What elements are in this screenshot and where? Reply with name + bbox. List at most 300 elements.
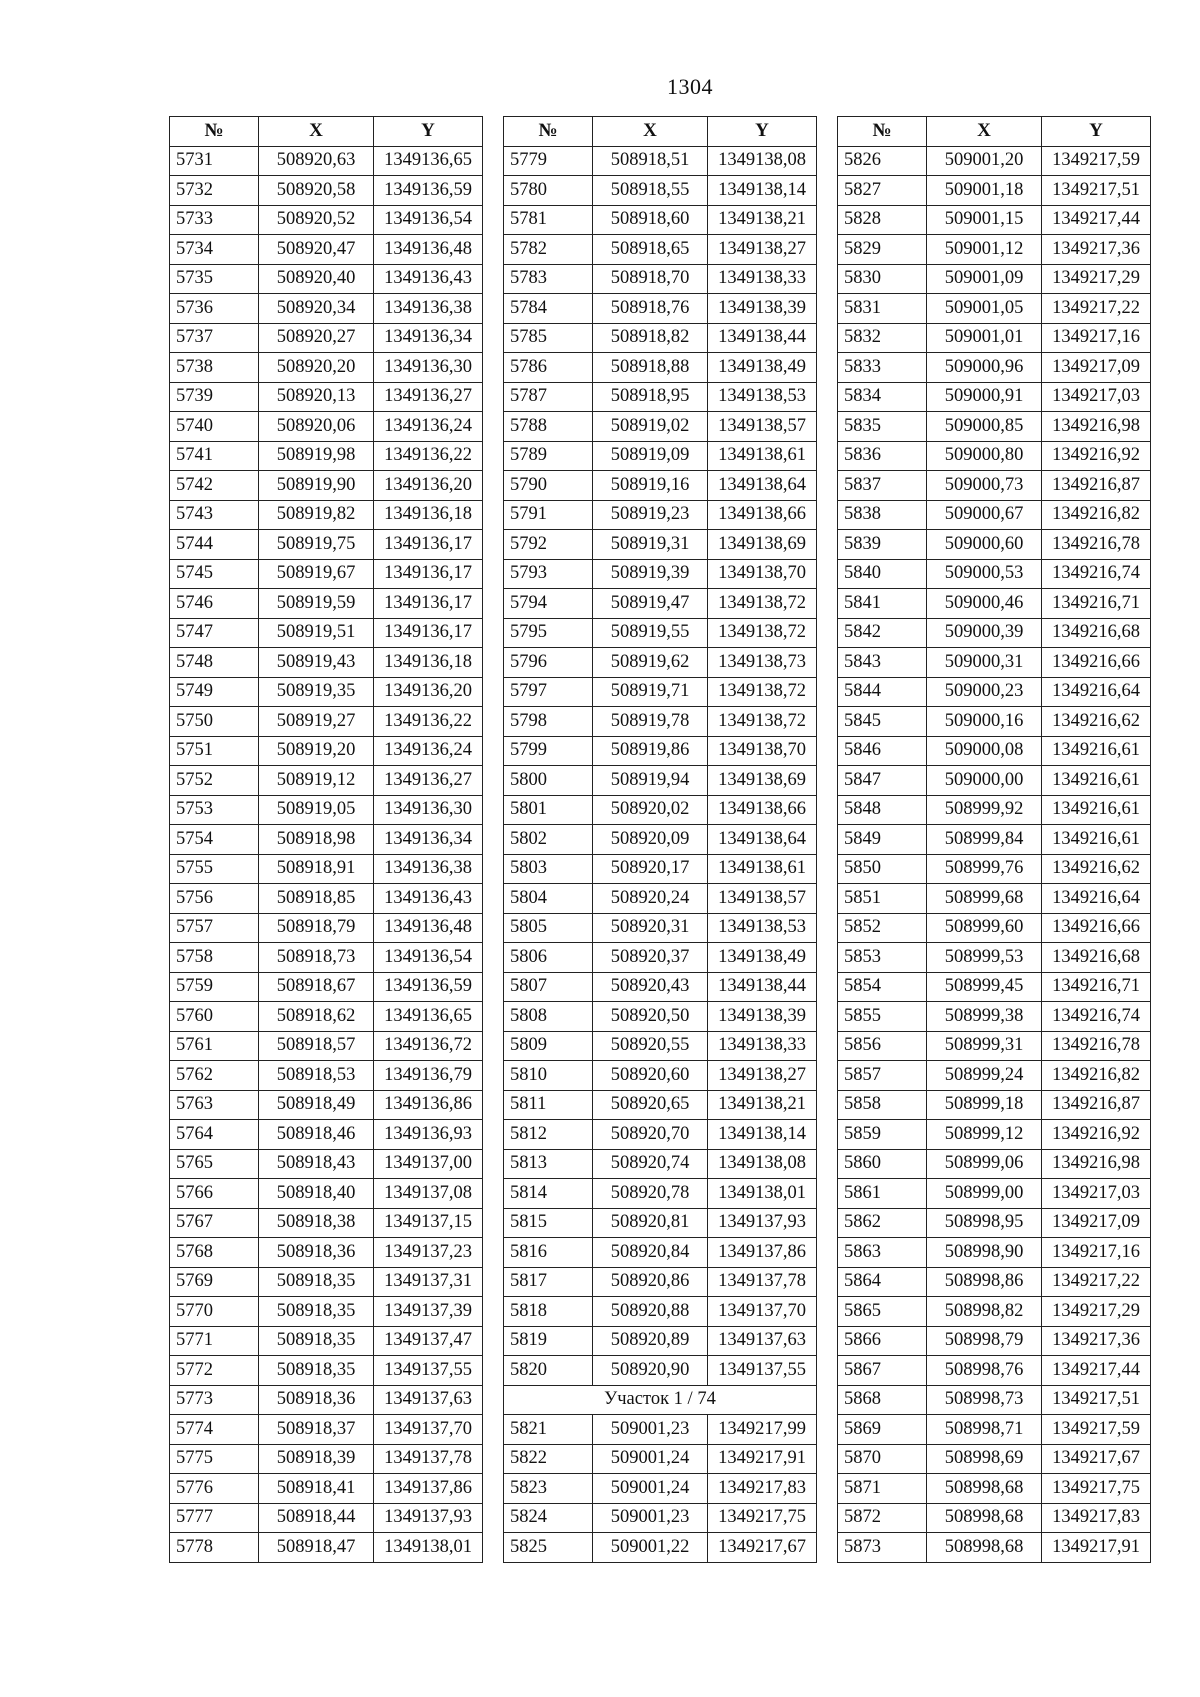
coordinate-table-2 bbox=[503, 116, 817, 1563]
point-number-cell: 5764 bbox=[170, 1120, 259, 1150]
x-coordinate-cell: 508920,47 bbox=[259, 235, 374, 265]
table-row bbox=[170, 677, 483, 707]
y-coordinate-cell: 1349138,64 bbox=[708, 825, 817, 855]
table-row bbox=[504, 1297, 817, 1327]
table-row bbox=[504, 913, 817, 943]
point-number-cell: 5809 bbox=[504, 1031, 593, 1061]
x-coordinate-cell: 508920,37 bbox=[593, 943, 708, 973]
point-number-cell: 5797 bbox=[504, 677, 593, 707]
y-coordinate-cell: 1349217,09 bbox=[1042, 353, 1151, 383]
table-row bbox=[838, 1031, 1151, 1061]
y-coordinate-cell: 1349217,29 bbox=[1042, 1297, 1151, 1327]
point-number-cell: 5756 bbox=[170, 884, 259, 914]
x-coordinate-cell: 509001,12 bbox=[927, 235, 1042, 265]
table-row bbox=[170, 1179, 483, 1209]
table-row bbox=[838, 264, 1151, 294]
point-number-cell: 5795 bbox=[504, 618, 593, 648]
table-body bbox=[170, 146, 483, 1562]
y-coordinate-cell: 1349136,59 bbox=[374, 176, 483, 206]
table-row bbox=[838, 1149, 1151, 1179]
table-row bbox=[170, 589, 483, 619]
y-coordinate-cell: 1349138,08 bbox=[708, 1149, 817, 1179]
point-number-cell: 5731 bbox=[170, 146, 259, 176]
y-coordinate-cell: 1349138,27 bbox=[708, 235, 817, 265]
x-coordinate-cell: 508919,98 bbox=[259, 441, 374, 471]
table-row bbox=[838, 854, 1151, 884]
point-number-cell: 5780 bbox=[504, 176, 593, 206]
y-coordinate-cell: 1349216,66 bbox=[1042, 648, 1151, 678]
x-coordinate-cell: 508998,82 bbox=[927, 1297, 1042, 1327]
column-header-number: № bbox=[504, 117, 593, 147]
y-coordinate-cell: 1349137,86 bbox=[708, 1238, 817, 1268]
table-row bbox=[838, 471, 1151, 501]
x-coordinate-cell: 509001,05 bbox=[927, 294, 1042, 324]
y-coordinate-cell: 1349138,72 bbox=[708, 677, 817, 707]
table-row bbox=[504, 264, 817, 294]
x-coordinate-cell: 508920,43 bbox=[593, 972, 708, 1002]
table-row bbox=[504, 618, 817, 648]
table-row bbox=[170, 235, 483, 265]
table-row bbox=[838, 1090, 1151, 1120]
x-coordinate-cell: 508919,75 bbox=[259, 530, 374, 560]
point-number-cell: 5820 bbox=[504, 1356, 593, 1386]
x-coordinate-cell: 508920,63 bbox=[259, 146, 374, 176]
table-row bbox=[504, 412, 817, 442]
y-coordinate-cell: 1349137,86 bbox=[374, 1474, 483, 1504]
table-row bbox=[170, 854, 483, 884]
table-row bbox=[838, 1120, 1151, 1150]
table-row bbox=[170, 1031, 483, 1061]
y-coordinate-cell: 1349216,64 bbox=[1042, 677, 1151, 707]
x-coordinate-cell: 508919,59 bbox=[259, 589, 374, 619]
y-coordinate-cell: 1349216,74 bbox=[1042, 559, 1151, 589]
x-coordinate-cell: 508919,31 bbox=[593, 530, 708, 560]
y-coordinate-cell: 1349217,59 bbox=[1042, 1415, 1151, 1445]
table-row bbox=[838, 382, 1151, 412]
point-number-cell: 5835 bbox=[838, 412, 927, 442]
table-row bbox=[838, 146, 1151, 176]
table-row bbox=[170, 323, 483, 353]
table-row bbox=[170, 471, 483, 501]
y-coordinate-cell: 1349216,66 bbox=[1042, 913, 1151, 943]
table-row bbox=[170, 382, 483, 412]
table-row bbox=[170, 707, 483, 737]
y-coordinate-cell: 1349138,21 bbox=[708, 205, 817, 235]
point-number-cell: 5778 bbox=[170, 1533, 259, 1563]
y-coordinate-cell: 1349217,03 bbox=[1042, 1179, 1151, 1209]
y-coordinate-cell: 1349137,15 bbox=[374, 1208, 483, 1238]
y-coordinate-cell: 1349217,36 bbox=[1042, 235, 1151, 265]
point-number-cell: 5830 bbox=[838, 264, 927, 294]
x-coordinate-cell: 508918,35 bbox=[259, 1356, 374, 1386]
x-coordinate-cell: 508918,76 bbox=[593, 294, 708, 324]
x-coordinate-cell: 508998,68 bbox=[927, 1503, 1042, 1533]
table-row bbox=[504, 235, 817, 265]
table-row bbox=[838, 736, 1151, 766]
table-row bbox=[838, 943, 1151, 973]
x-coordinate-cell: 508918,65 bbox=[593, 235, 708, 265]
x-coordinate-cell: 508918,44 bbox=[259, 1503, 374, 1533]
column-header-x: X bbox=[927, 117, 1042, 147]
x-coordinate-cell: 509000,39 bbox=[927, 618, 1042, 648]
table-row bbox=[504, 1149, 817, 1179]
point-number-cell: 5738 bbox=[170, 353, 259, 383]
x-coordinate-cell: 509000,16 bbox=[927, 707, 1042, 737]
x-coordinate-cell: 508999,31 bbox=[927, 1031, 1042, 1061]
table-row bbox=[838, 235, 1151, 265]
point-number-cell: 5816 bbox=[504, 1238, 593, 1268]
point-number-cell: 5763 bbox=[170, 1090, 259, 1120]
point-number-cell: 5847 bbox=[838, 766, 927, 796]
x-coordinate-cell: 508920,86 bbox=[593, 1267, 708, 1297]
x-coordinate-cell: 508918,37 bbox=[259, 1415, 374, 1445]
x-coordinate-cell: 508918,70 bbox=[593, 264, 708, 294]
y-coordinate-cell: 1349137,93 bbox=[374, 1503, 483, 1533]
point-number-cell: 5827 bbox=[838, 176, 927, 206]
point-number-cell: 5846 bbox=[838, 736, 927, 766]
x-coordinate-cell: 509001,24 bbox=[593, 1444, 708, 1474]
point-number-cell: 5818 bbox=[504, 1297, 593, 1327]
x-coordinate-cell: 508918,35 bbox=[259, 1297, 374, 1327]
table-row bbox=[170, 1297, 483, 1327]
point-number-cell: 5862 bbox=[838, 1208, 927, 1238]
table-row bbox=[504, 736, 817, 766]
point-number-cell: 5871 bbox=[838, 1474, 927, 1504]
x-coordinate-cell: 508918,36 bbox=[259, 1385, 374, 1415]
table-body bbox=[504, 146, 817, 1562]
y-coordinate-cell: 1349138,21 bbox=[708, 1090, 817, 1120]
x-coordinate-cell: 508999,45 bbox=[927, 972, 1042, 1002]
table-row bbox=[170, 618, 483, 648]
y-coordinate-cell: 1349216,87 bbox=[1042, 1090, 1151, 1120]
x-coordinate-cell: 508920,74 bbox=[593, 1149, 708, 1179]
point-number-cell: 5866 bbox=[838, 1326, 927, 1356]
table-row bbox=[504, 323, 817, 353]
table-row bbox=[504, 1267, 817, 1297]
point-number-cell: 5760 bbox=[170, 1002, 259, 1032]
point-number-cell: 5803 bbox=[504, 854, 593, 884]
point-number-cell: 5814 bbox=[504, 1179, 593, 1209]
table-row bbox=[504, 825, 817, 855]
y-coordinate-cell: 1349216,62 bbox=[1042, 707, 1151, 737]
x-coordinate-cell: 509000,80 bbox=[927, 441, 1042, 471]
x-coordinate-cell: 508999,00 bbox=[927, 1179, 1042, 1209]
y-coordinate-cell: 1349137,23 bbox=[374, 1238, 483, 1268]
x-coordinate-cell: 509000,23 bbox=[927, 677, 1042, 707]
table-row bbox=[170, 972, 483, 1002]
point-number-cell: 5761 bbox=[170, 1031, 259, 1061]
table-row bbox=[170, 913, 483, 943]
x-coordinate-cell: 508918,53 bbox=[259, 1061, 374, 1091]
x-coordinate-cell: 508920,34 bbox=[259, 294, 374, 324]
table-row bbox=[504, 441, 817, 471]
x-coordinate-cell: 508999,60 bbox=[927, 913, 1042, 943]
point-number-cell: 5806 bbox=[504, 943, 593, 973]
y-coordinate-cell: 1349137,47 bbox=[374, 1326, 483, 1356]
table-row bbox=[838, 1267, 1151, 1297]
point-number-cell: 5767 bbox=[170, 1208, 259, 1238]
point-number-cell: 5794 bbox=[504, 589, 593, 619]
y-coordinate-cell: 1349217,67 bbox=[1042, 1444, 1151, 1474]
point-number-cell: 5781 bbox=[504, 205, 593, 235]
table-row bbox=[838, 294, 1151, 324]
point-number-cell: 5755 bbox=[170, 854, 259, 884]
y-coordinate-cell: 1349217,03 bbox=[1042, 382, 1151, 412]
y-coordinate-cell: 1349216,82 bbox=[1042, 1061, 1151, 1091]
table-header-row bbox=[504, 117, 817, 147]
point-number-cell: 5869 bbox=[838, 1415, 927, 1445]
x-coordinate-cell: 508919,90 bbox=[259, 471, 374, 501]
x-coordinate-cell: 508998,90 bbox=[927, 1238, 1042, 1268]
y-coordinate-cell: 1349136,38 bbox=[374, 854, 483, 884]
table-row bbox=[170, 1503, 483, 1533]
point-number-cell: 5802 bbox=[504, 825, 593, 855]
point-number-cell: 5813 bbox=[504, 1149, 593, 1179]
point-number-cell: 5750 bbox=[170, 707, 259, 737]
x-coordinate-cell: 509000,53 bbox=[927, 559, 1042, 589]
y-coordinate-cell: 1349138,64 bbox=[708, 471, 817, 501]
table-row bbox=[170, 825, 483, 855]
x-coordinate-cell: 508919,86 bbox=[593, 736, 708, 766]
x-coordinate-cell: 508919,23 bbox=[593, 500, 708, 530]
table-row bbox=[170, 1002, 483, 1032]
y-coordinate-cell: 1349217,75 bbox=[708, 1503, 817, 1533]
point-number-cell: 5826 bbox=[838, 146, 927, 176]
y-coordinate-cell: 1349138,44 bbox=[708, 323, 817, 353]
table-row bbox=[504, 471, 817, 501]
y-coordinate-cell: 1349137,31 bbox=[374, 1267, 483, 1297]
x-coordinate-cell: 508998,73 bbox=[927, 1385, 1042, 1415]
y-coordinate-cell: 1349217,44 bbox=[1042, 205, 1151, 235]
x-coordinate-cell: 508918,60 bbox=[593, 205, 708, 235]
y-coordinate-cell: 1349138,73 bbox=[708, 648, 817, 678]
x-coordinate-cell: 508919,09 bbox=[593, 441, 708, 471]
y-coordinate-cell: 1349138,49 bbox=[708, 353, 817, 383]
table-row bbox=[838, 353, 1151, 383]
table-row bbox=[838, 884, 1151, 914]
table-row bbox=[838, 589, 1151, 619]
x-coordinate-cell: 509001,23 bbox=[593, 1415, 708, 1445]
table-row bbox=[170, 1208, 483, 1238]
point-number-cell: 5741 bbox=[170, 441, 259, 471]
point-number-cell: 5859 bbox=[838, 1120, 927, 1150]
y-coordinate-cell: 1349138,57 bbox=[708, 884, 817, 914]
point-number-cell: 5837 bbox=[838, 471, 927, 501]
x-coordinate-cell: 508920,09 bbox=[593, 825, 708, 855]
x-coordinate-cell: 509001,01 bbox=[927, 323, 1042, 353]
table-row bbox=[838, 1208, 1151, 1238]
x-coordinate-cell: 508919,05 bbox=[259, 795, 374, 825]
table-header-row bbox=[170, 117, 483, 147]
x-coordinate-cell: 508998,68 bbox=[927, 1474, 1042, 1504]
table-row bbox=[170, 1238, 483, 1268]
x-coordinate-cell: 508918,41 bbox=[259, 1474, 374, 1504]
x-coordinate-cell: 509000,08 bbox=[927, 736, 1042, 766]
x-coordinate-cell: 508919,27 bbox=[259, 707, 374, 737]
x-coordinate-cell: 508920,06 bbox=[259, 412, 374, 442]
point-number-cell: 5792 bbox=[504, 530, 593, 560]
x-coordinate-cell: 508918,85 bbox=[259, 884, 374, 914]
table-row bbox=[838, 972, 1151, 1002]
point-number-cell: 5774 bbox=[170, 1415, 259, 1445]
x-coordinate-cell: 508919,67 bbox=[259, 559, 374, 589]
x-coordinate-cell: 508920,13 bbox=[259, 382, 374, 412]
table-row bbox=[504, 707, 817, 737]
y-coordinate-cell: 1349136,24 bbox=[374, 736, 483, 766]
point-number-cell: 5753 bbox=[170, 795, 259, 825]
x-coordinate-cell: 508999,84 bbox=[927, 825, 1042, 855]
y-coordinate-cell: 1349216,92 bbox=[1042, 1120, 1151, 1150]
point-number-cell: 5796 bbox=[504, 648, 593, 678]
y-coordinate-cell: 1349136,24 bbox=[374, 412, 483, 442]
y-coordinate-cell: 1349217,83 bbox=[1042, 1503, 1151, 1533]
column-header-number: № bbox=[170, 117, 259, 147]
table-row bbox=[170, 943, 483, 973]
y-coordinate-cell: 1349138,57 bbox=[708, 412, 817, 442]
y-coordinate-cell: 1349217,59 bbox=[1042, 146, 1151, 176]
table-row bbox=[504, 1238, 817, 1268]
x-coordinate-cell: 508919,02 bbox=[593, 412, 708, 442]
y-coordinate-cell: 1349216,64 bbox=[1042, 884, 1151, 914]
point-number-cell: 5863 bbox=[838, 1238, 927, 1268]
table-row bbox=[838, 412, 1151, 442]
x-coordinate-cell: 509000,60 bbox=[927, 530, 1042, 560]
table-row bbox=[838, 1179, 1151, 1209]
x-coordinate-cell: 508918,82 bbox=[593, 323, 708, 353]
table-row bbox=[504, 943, 817, 973]
point-number-cell: 5821 bbox=[504, 1415, 593, 1445]
point-number-cell: 5757 bbox=[170, 913, 259, 943]
x-coordinate-cell: 508999,06 bbox=[927, 1149, 1042, 1179]
table-row bbox=[838, 559, 1151, 589]
y-coordinate-cell: 1349137,70 bbox=[708, 1297, 817, 1327]
x-coordinate-cell: 508920,58 bbox=[259, 176, 374, 206]
x-coordinate-cell: 508918,91 bbox=[259, 854, 374, 884]
x-coordinate-cell: 509000,91 bbox=[927, 382, 1042, 412]
point-number-cell: 5865 bbox=[838, 1297, 927, 1327]
x-coordinate-cell: 508918,88 bbox=[593, 353, 708, 383]
x-coordinate-cell: 508920,27 bbox=[259, 323, 374, 353]
point-number-cell: 5734 bbox=[170, 235, 259, 265]
x-coordinate-cell: 509000,00 bbox=[927, 766, 1042, 796]
y-coordinate-cell: 1349138,01 bbox=[708, 1179, 817, 1209]
point-number-cell: 5790 bbox=[504, 471, 593, 501]
page-number: 1304 bbox=[667, 74, 713, 99]
point-number-cell: 5810 bbox=[504, 1061, 593, 1091]
table-row bbox=[838, 795, 1151, 825]
table-row bbox=[838, 500, 1151, 530]
table-row bbox=[838, 913, 1151, 943]
section-row bbox=[504, 1385, 817, 1415]
y-coordinate-cell: 1349136,17 bbox=[374, 530, 483, 560]
point-number-cell: 5853 bbox=[838, 943, 927, 973]
point-number-cell: 5739 bbox=[170, 382, 259, 412]
x-coordinate-cell: 508918,98 bbox=[259, 825, 374, 855]
point-number-cell: 5856 bbox=[838, 1031, 927, 1061]
table-row bbox=[504, 677, 817, 707]
point-number-cell: 5800 bbox=[504, 766, 593, 796]
x-coordinate-cell: 509001,22 bbox=[593, 1533, 708, 1563]
y-coordinate-cell: 1349216,61 bbox=[1042, 795, 1151, 825]
point-number-cell: 5740 bbox=[170, 412, 259, 442]
y-coordinate-cell: 1349217,16 bbox=[1042, 323, 1151, 353]
point-number-cell: 5744 bbox=[170, 530, 259, 560]
table-row bbox=[838, 1415, 1151, 1445]
y-coordinate-cell: 1349138,72 bbox=[708, 707, 817, 737]
coordinate-table-3 bbox=[837, 116, 1151, 1563]
point-number-cell: 5870 bbox=[838, 1444, 927, 1474]
table-row bbox=[504, 1090, 817, 1120]
point-number-cell: 5817 bbox=[504, 1267, 593, 1297]
x-coordinate-cell: 508918,67 bbox=[259, 972, 374, 1002]
y-coordinate-cell: 1349136,34 bbox=[374, 825, 483, 855]
x-coordinate-cell: 508999,18 bbox=[927, 1090, 1042, 1120]
x-coordinate-cell: 508998,86 bbox=[927, 1267, 1042, 1297]
table-row bbox=[170, 1120, 483, 1150]
point-number-cell: 5766 bbox=[170, 1179, 259, 1209]
table-row bbox=[504, 589, 817, 619]
table-row bbox=[170, 205, 483, 235]
x-coordinate-cell: 509000,85 bbox=[927, 412, 1042, 442]
y-coordinate-cell: 1349136,17 bbox=[374, 618, 483, 648]
table-row bbox=[838, 1297, 1151, 1327]
x-coordinate-cell: 508920,84 bbox=[593, 1238, 708, 1268]
y-coordinate-cell: 1349138,70 bbox=[708, 736, 817, 766]
point-number-cell: 5825 bbox=[504, 1533, 593, 1563]
table-row bbox=[504, 294, 817, 324]
column-header-x: X bbox=[259, 117, 374, 147]
column-header-y: Y bbox=[374, 117, 483, 147]
x-coordinate-cell: 508920,88 bbox=[593, 1297, 708, 1327]
point-number-cell: 5769 bbox=[170, 1267, 259, 1297]
x-coordinate-cell: 508999,68 bbox=[927, 884, 1042, 914]
table-row bbox=[838, 1474, 1151, 1504]
table-row bbox=[504, 353, 817, 383]
y-coordinate-cell: 1349216,71 bbox=[1042, 972, 1151, 1002]
x-coordinate-cell: 508920,17 bbox=[593, 854, 708, 884]
y-coordinate-cell: 1349136,65 bbox=[374, 146, 483, 176]
y-coordinate-cell: 1349136,27 bbox=[374, 766, 483, 796]
x-coordinate-cell: 508999,53 bbox=[927, 943, 1042, 973]
x-coordinate-cell: 508920,90 bbox=[593, 1356, 708, 1386]
point-number-cell: 5807 bbox=[504, 972, 593, 1002]
table-row bbox=[504, 1474, 817, 1504]
point-number-cell: 5843 bbox=[838, 648, 927, 678]
y-coordinate-cell: 1349136,43 bbox=[374, 264, 483, 294]
point-number-cell: 5799 bbox=[504, 736, 593, 766]
y-coordinate-cell: 1349137,63 bbox=[708, 1326, 817, 1356]
x-coordinate-cell: 509001,24 bbox=[593, 1474, 708, 1504]
y-coordinate-cell: 1349138,61 bbox=[708, 441, 817, 471]
y-coordinate-cell: 1349216,98 bbox=[1042, 412, 1151, 442]
table-row bbox=[504, 1208, 817, 1238]
point-number-cell: 5775 bbox=[170, 1444, 259, 1474]
point-number-cell: 5864 bbox=[838, 1267, 927, 1297]
x-coordinate-cell: 509000,67 bbox=[927, 500, 1042, 530]
y-coordinate-cell: 1349136,30 bbox=[374, 353, 483, 383]
y-coordinate-cell: 1349136,59 bbox=[374, 972, 483, 1002]
x-coordinate-cell: 508999,92 bbox=[927, 795, 1042, 825]
x-coordinate-cell: 508918,49 bbox=[259, 1090, 374, 1120]
point-number-cell: 5854 bbox=[838, 972, 927, 1002]
table-row bbox=[170, 146, 483, 176]
y-coordinate-cell: 1349217,51 bbox=[1042, 176, 1151, 206]
point-number-cell: 5743 bbox=[170, 500, 259, 530]
x-coordinate-cell: 508919,55 bbox=[593, 618, 708, 648]
y-coordinate-cell: 1349138,72 bbox=[708, 589, 817, 619]
x-coordinate-cell: 508999,76 bbox=[927, 854, 1042, 884]
table-row bbox=[504, 795, 817, 825]
